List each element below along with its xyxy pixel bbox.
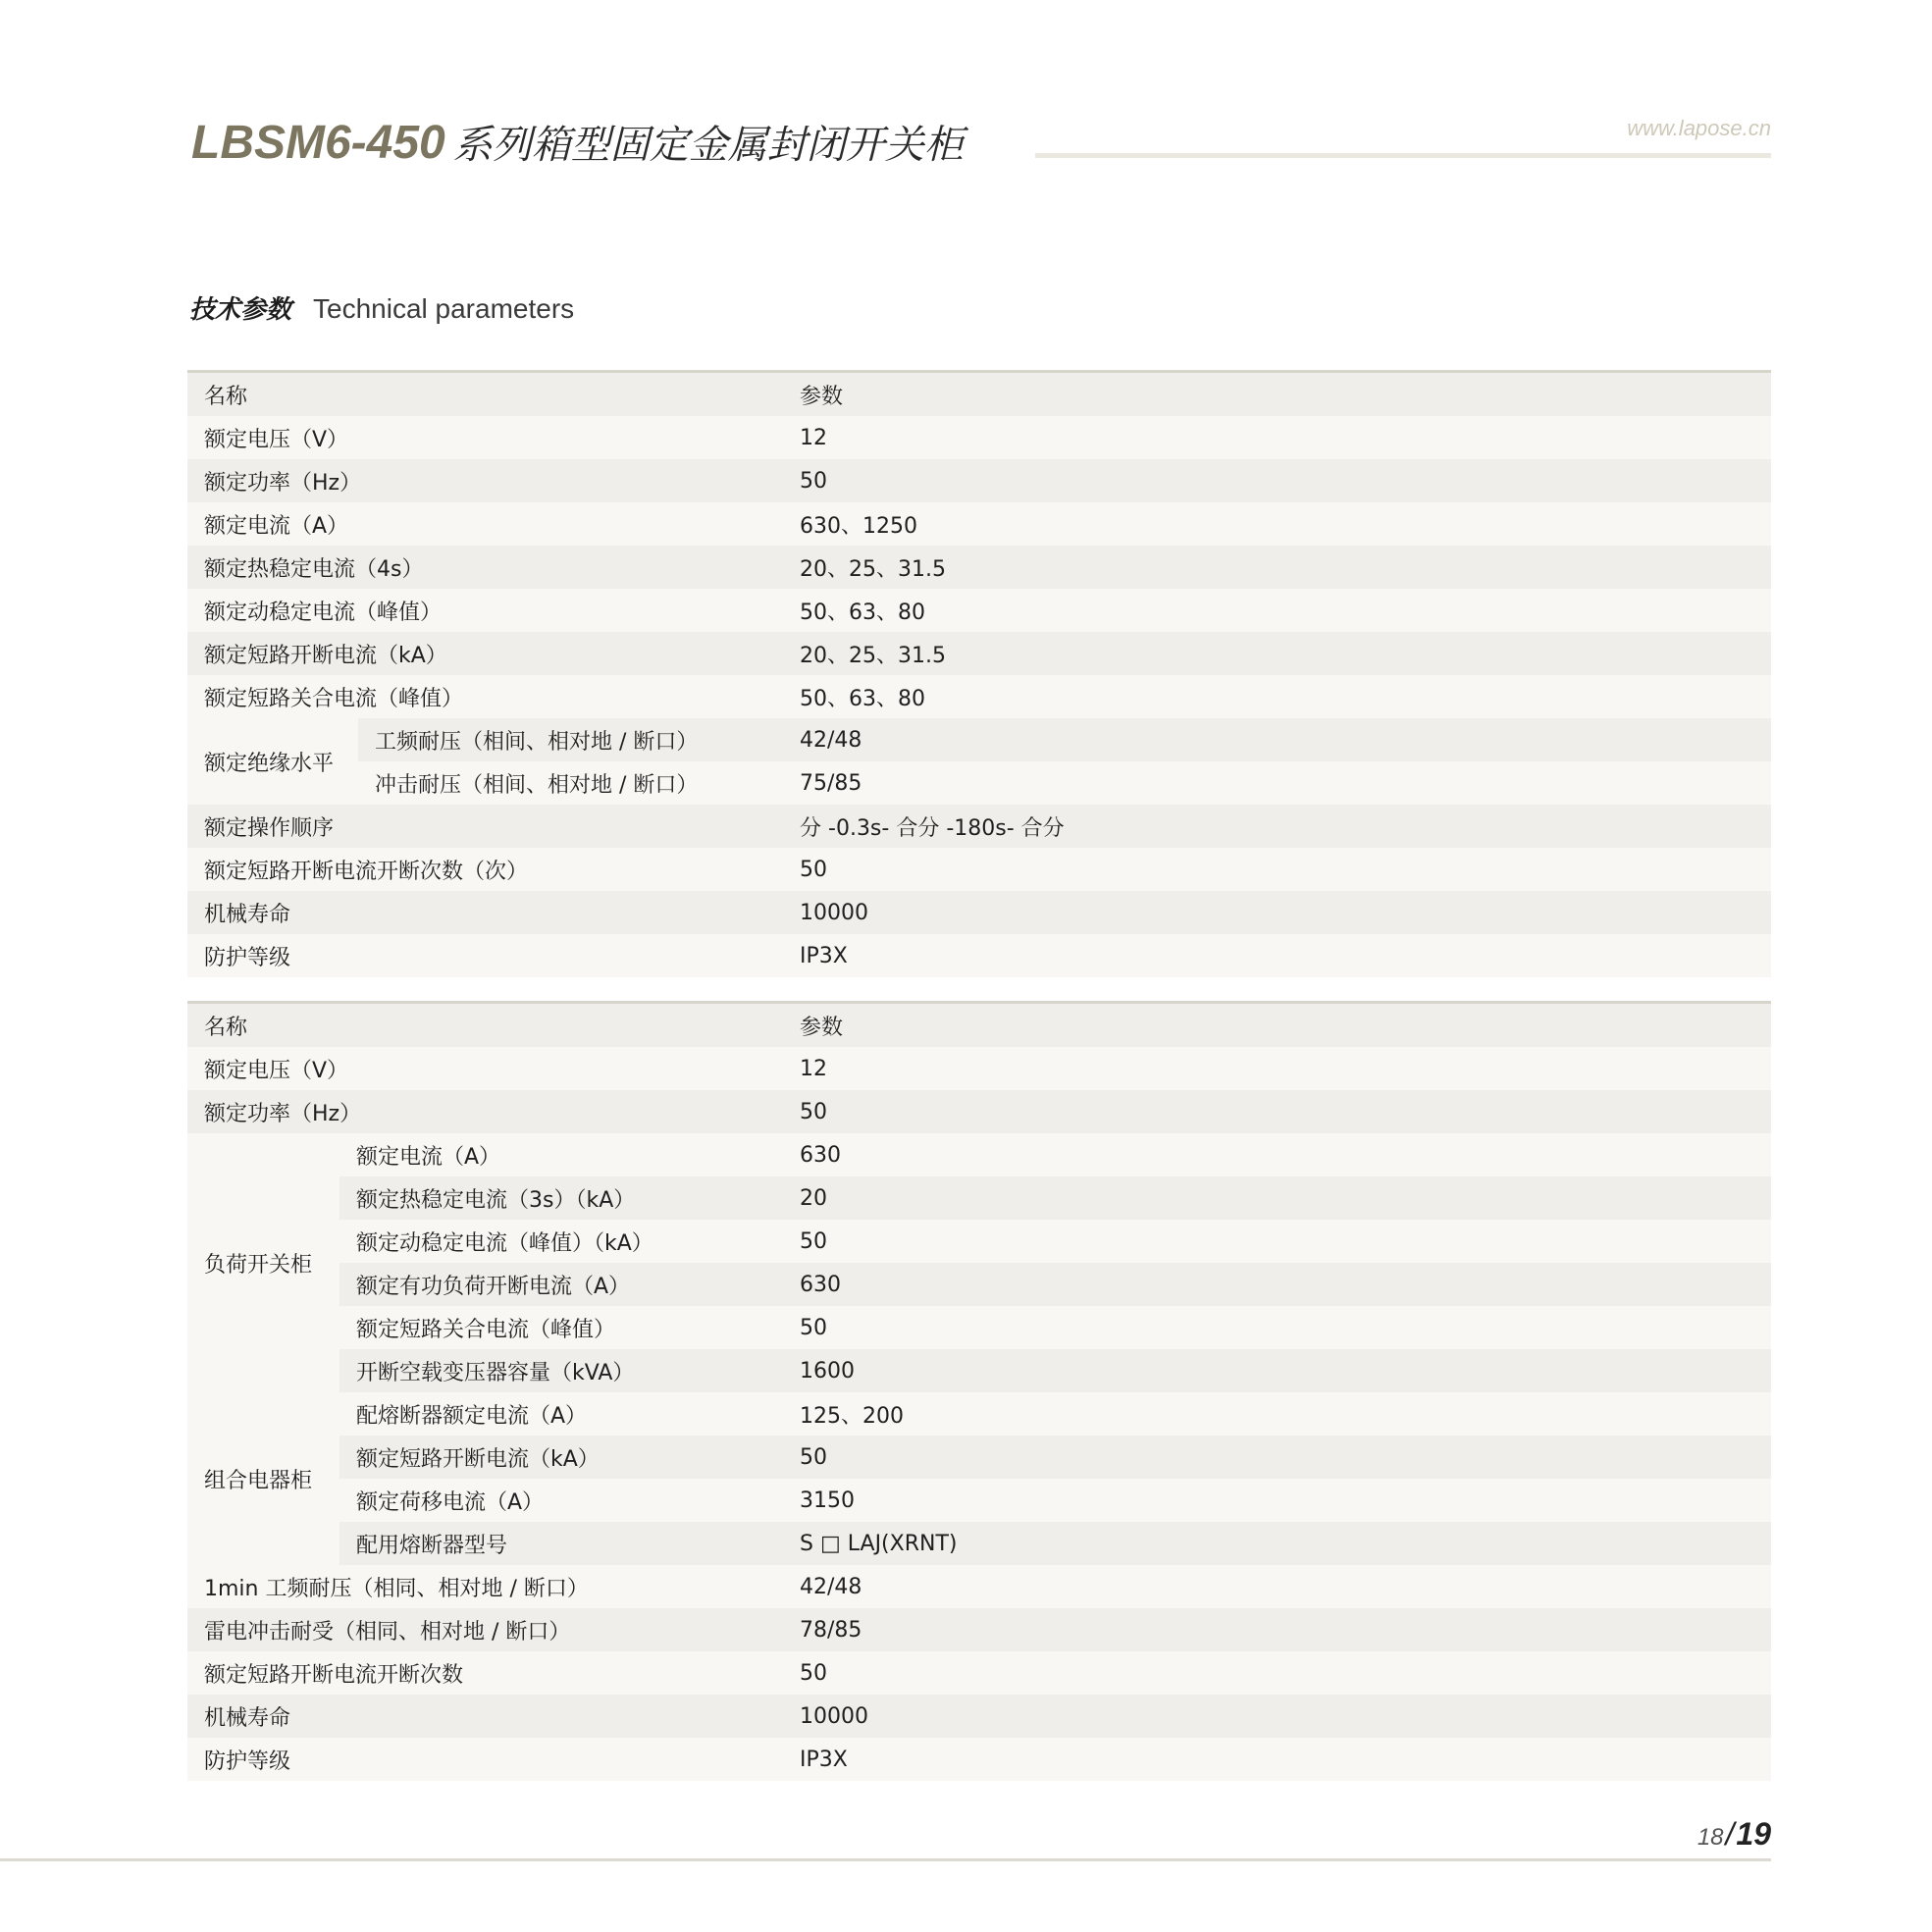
param-value: 42/48 [783,1565,1771,1608]
table-row [187,1479,1771,1522]
footer-rule [0,1858,1771,1861]
param-value: 20、25、31.5 [783,632,1771,675]
total-pages: 19 [1736,1816,1771,1852]
page-header [191,116,1771,175]
current-page: 18 [1697,1824,1724,1851]
table-row [187,459,1771,502]
table-row [187,805,1771,848]
table-row [187,934,1771,977]
param-name: 额定短路开断电流（kA） [187,632,783,675]
param-name: 开断空载变压器容量（kVA） [339,1349,783,1392]
table-row [187,632,1771,675]
param-name: 额定热稳定电流（3s）（kA） [339,1176,783,1220]
param-name: 额定有功负荷开断电流（A） [339,1263,783,1306]
website-url: www.lapose.cn [1627,116,1771,140]
param-name: 冲击耐压（相间、相对地 / 断口） [358,761,783,805]
param-value: 50 [783,459,1771,502]
param-name: 额定热稳定电流（4s） [187,546,783,589]
header-name: 名称 [187,372,783,417]
table-row [187,1436,1771,1479]
header-value: 参数 [783,1003,1771,1048]
table-row [187,502,1771,546]
param-value: IP3X [783,1738,1771,1781]
param-name: 配熔断器额定电流（A） [339,1392,783,1436]
header-value: 参数 [783,372,1771,417]
param-value: 20 [783,1176,1771,1220]
table-row [187,1047,1771,1090]
table-row [187,1090,1771,1133]
param-name: 防护等级 [187,934,783,977]
param-value: S □ LAJ(XRNT) [783,1522,1771,1565]
param-name: 额定功率（Hz） [187,1090,783,1133]
parameters-table-1 [187,370,1771,977]
param-value: 1600 [783,1349,1771,1392]
param-name: 防护等级 [187,1738,783,1781]
table-row [187,1608,1771,1651]
param-name: 额定电流（A） [187,502,783,546]
param-value: 42/48 [783,718,1771,761]
table-row [187,1522,1771,1565]
param-name: 额定短路关合电流（峰值） [339,1306,783,1349]
param-name: 额定动稳定电流（峰值） [187,589,783,632]
param-name: 机械寿命 [187,891,783,934]
title-cn: 系列箱型固定金属封闭开关柜 [452,123,964,168]
table-row [187,546,1771,589]
table-row [187,1695,1771,1738]
page-number [1697,1816,1771,1853]
param-value: IP3X [783,934,1771,977]
param-name: 雷电冲击耐受（相同、相对地 / 断口） [187,1608,783,1651]
parameters-table-2 [187,1001,1771,1781]
section-title [189,289,574,333]
param-name: 额定短路开断电流开断次数 [187,1651,783,1695]
param-name: 额定荷移电流（A） [339,1479,783,1522]
table-row [187,718,1771,761]
table-header-row [187,1003,1771,1048]
document-title [191,116,964,181]
param-value: 12 [783,1047,1771,1090]
model-number: LBSM6-450 [191,117,445,169]
param-value: 20、25、31.5 [783,546,1771,589]
table-row [187,1392,1771,1436]
param-name: 额定短路开断电流开断次数（次） [187,848,783,891]
param-name: 额定电流（A） [339,1133,783,1176]
group-label-combo: 组合电器柜 [187,1392,339,1565]
header-rule [1035,153,1771,158]
param-value: 分 -0.3s- 合分 -180s- 合分 [783,805,1771,848]
param-value: 10000 [783,891,1771,934]
param-name: 额定短路关合电流（峰值） [187,675,783,718]
param-value: 50 [783,1651,1771,1695]
table-row [187,416,1771,459]
param-value: 50、63、80 [783,589,1771,632]
table-row [187,1306,1771,1349]
group-label-insulation: 额定绝缘水平 [187,718,358,805]
table-row [187,1133,1771,1176]
param-value: 50 [783,848,1771,891]
table-row [187,1738,1771,1781]
param-value: 50、63、80 [783,675,1771,718]
section-title-cn: 技术参数 [189,295,292,325]
param-name: 额定短路开断电流（kA） [339,1436,783,1479]
param-value: 50 [783,1436,1771,1479]
param-value: 10000 [783,1695,1771,1738]
param-name: 额定动稳定电流（峰值）（kA） [339,1220,783,1263]
param-value: 50 [783,1090,1771,1133]
param-value: 12 [783,416,1771,459]
table-row [187,675,1771,718]
table-header-row [187,372,1771,417]
param-name: 额定操作顺序 [187,805,783,848]
table-row [187,1220,1771,1263]
table-row [187,761,1771,805]
param-value: 50 [783,1306,1771,1349]
group-label-load-switch: 负荷开关柜 [187,1133,339,1392]
header-name: 名称 [187,1003,783,1048]
param-value: 630、1250 [783,502,1771,546]
param-value: 50 [783,1220,1771,1263]
table-row [187,1651,1771,1695]
param-value: 78/85 [783,1608,1771,1651]
param-value: 630 [783,1133,1771,1176]
table-row [187,1565,1771,1608]
section-title-en: Technical parameters [313,293,575,324]
param-value: 125、200 [783,1392,1771,1436]
param-name: 工频耐压（相间、相对地 / 断口） [358,718,783,761]
param-value: 3150 [783,1479,1771,1522]
param-name: 机械寿命 [187,1695,783,1738]
param-name: 1min 工频耐压（相同、相对地 / 断口） [187,1565,783,1608]
param-name: 额定电压（V） [187,416,783,459]
param-value: 630 [783,1263,1771,1306]
table-row [187,848,1771,891]
table-row [187,1263,1771,1306]
param-name: 配用熔断器型号 [339,1522,783,1565]
table-row [187,1176,1771,1220]
param-value: 75/85 [783,761,1771,805]
table-row [187,589,1771,632]
param-name: 额定电压（V） [187,1047,783,1090]
param-name: 额定功率（Hz） [187,459,783,502]
page-separator: / [1725,1816,1735,1852]
table-row [187,891,1771,934]
table-row [187,1349,1771,1392]
